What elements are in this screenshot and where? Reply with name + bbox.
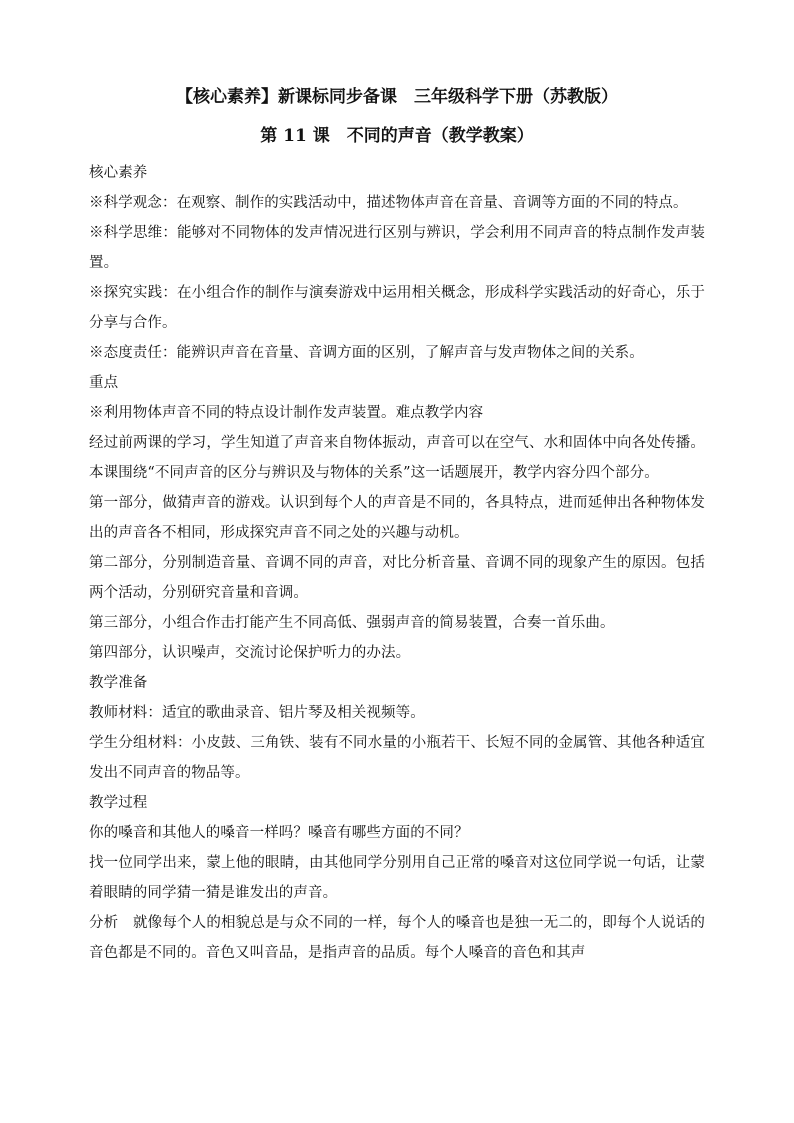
paragraph-part-two: 第二部分，分别制造音量、音调不同的声音，对比分析音量、音调不同的现象产生的原因。包括两个活动，分别研究音量和音调。 [89,555,705,601]
paragraph-key-point: ※利用物体声音不同的特点设计制作发声装置。难点教学内容 [89,405,484,421]
paragraph-part-one: 第一部分，做猜声音的游戏。认识到每个人的声音是不同的，各具特点，进而延伸出各种物体发出的声音各不相同，形成探究声音不同之处的兴趣与动机。 [89,495,705,541]
paragraph-science-concept: ※科学观念：在观察、制作的实践活动中，描述物体声音在音量、音调等方面的不同的特点。 [89,195,688,211]
section-heading-teaching-process: 教学过程 [89,795,148,811]
paragraph-part-four: 第四部分，认识噪声，交流讨论保护听力的办法。 [89,645,411,661]
paragraph-attitude-responsibility: ※态度责任：能辨识声音在音量、音调方面的区别，了解声音与发声物体之间的关系。 [89,345,644,361]
paragraph-student-materials: 学生分组材料：小皮鼓、三角铁、装有不同水量的小瓶若干、长短不同的金属管、其他各种适宜发出不同声音的物品等。 [89,735,705,781]
paragraph-question: 你的嗓音和其他人的嗓音一样吗？嗓音有哪些方面的不同？ [89,825,469,841]
paragraph-inquiry-practice: ※探究实践：在小组合作的制作与演奏游戏中运用相关概念，形成科学实践活动的好奇心，乐于分享与合作。 [89,285,705,331]
document-content [89,84,705,968]
paragraph-part-three: 第三部分，小组合作击打能产生不同高低、强弱声音的简易装置，合奏一首乐曲。 [89,615,615,631]
paragraph-teaching-content-overview: 经过前两课的学习，学生知道了声音来自物体振动，声音可以在空气、水和固体中向各处传播。本课围绕“不同声音的区分与辨识及与物体的关系”这一话题展开，教学内容分四个部分。 [89,435,705,481]
paragraph-activity: 找一位同学出来，蒙上他的眼睛，由其他同学分别用自己正常的嗓音对这位同学说一句话，让蒙着眼睛的同学猜一猜是谁发出的声音。 [89,855,705,901]
paragraph-analysis: 分析 就像每个人的相貌总是与众不同的一样，每个人的嗓音也是独一无二的，即每个人说话的音色都是不同的。音色又叫音品，是指声音的品质。每个人嗓音的音色和其声 [89,915,705,961]
section-heading-key-points: 重点 [89,375,119,391]
section-heading-teaching-preparation: 教学准备 [89,675,148,691]
paragraph-science-thinking: ※科学思维：能够对不同物体的发声情况进行区别与辨识，学会利用不同声音的特点制作发声装置。 [89,225,705,271]
paragraph-teacher-materials: 教师材料：适宜的歌曲录音、铝片琴及相关视频等。 [89,705,425,721]
lesson-title: 第 11 课 不同的声音（教学教案） [260,126,534,146]
document-title: 【核心素养】新课标同步备课 三年级科学下册（苏教版） [176,87,618,107]
section-heading-core-literacy: 核心素养 [89,165,148,181]
